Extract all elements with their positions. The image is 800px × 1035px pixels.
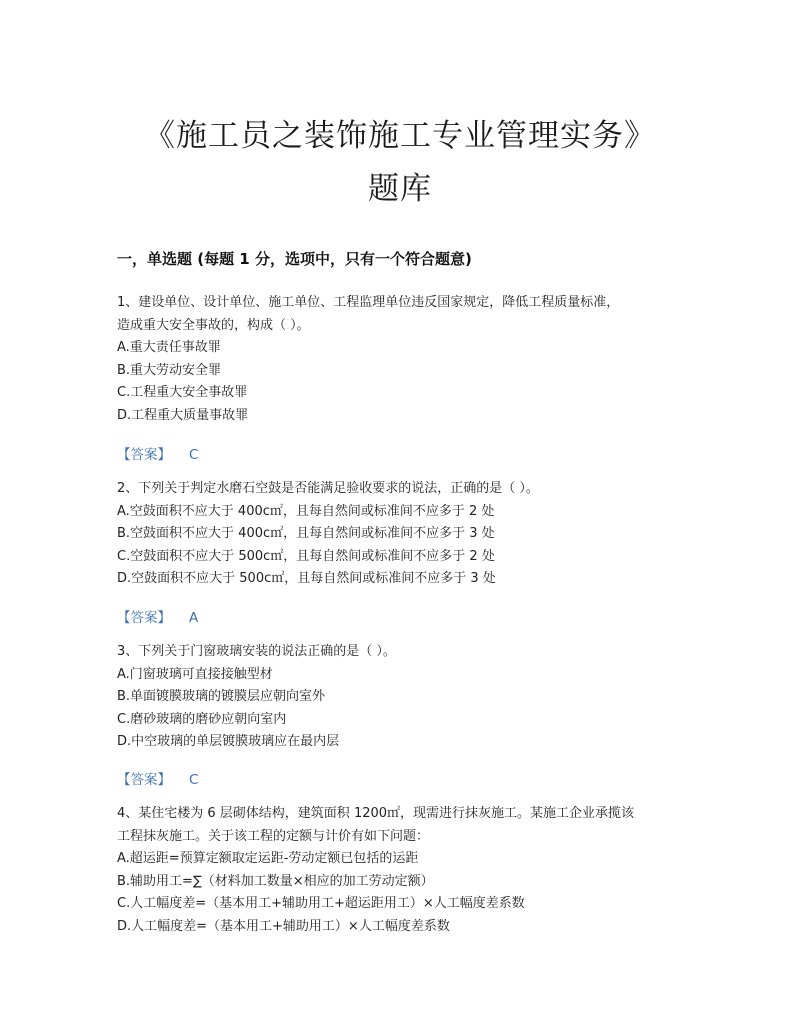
document-title-line2: 题库 [368,171,432,207]
option-c: C.人工幅度差=（基本用工+辅助用工+超运距用工）×人工幅度差系数 [117,896,525,911]
answer-2 [117,606,198,626]
document-title: 《施工员之装饰施工专业管理实务》 [144,118,656,154]
option-c: C.磨砂玻璃的磨砂应朝向室内 [117,711,287,727]
option-a: A.重大责任事故罪 [117,340,221,355]
question-4 [117,803,697,938]
question-3 [117,641,697,754]
question-stem: 3、下列关于门窗玻璃安装的说法正确的是（ ）。 [117,644,396,659]
option-b: B.空鼓面积不应大于 400c㎡，且每自然间或标准间不应多于 3 处 [117,526,495,541]
option-d: D.空鼓面积不应大于 500c㎡，且每自然间或标准间不应多于 3 处 [117,571,496,586]
question-1 [117,292,697,427]
option-d: D.中空玻璃的单层镀膜玻璃应在最内层 [117,734,340,749]
option-d: D.人工幅度差=（基本用工+辅助用工）×人工幅度差系数 [117,918,450,934]
option-b: B.单面镀膜玻璃的镀膜层应朝向室外 [117,689,326,704]
answer-label: 【答案】 [117,610,171,626]
answer-value: C [189,772,199,788]
answer-1 [117,443,198,463]
option-a: A.空鼓面积不应大于 400c㎡，且每自然间或标准间不应多于 2 处 [117,503,495,519]
option-b: B.重大劳动安全罪 [117,362,222,378]
answer-label: 【答案】 [117,772,171,788]
answer-3 [117,768,198,788]
question-stem: 造成重大安全事故的，构成（ ）。 [117,317,310,333]
option-a: A.门窗玻璃可直接接触型材 [117,666,273,682]
question-stem: 1、建设单位、设计单位、施工单位、工程监理单位违反国家规定，降低工程质量标准， [117,295,620,310]
question-stem: 2、下列关于判定水磨石空鼓是否能满足验收要求的说法，正确的是（ ）。 [117,481,539,496]
option-a: A.超运距=预算定额取定运距-劳动定额已包括的运距 [117,851,419,866]
option-b: B.辅助用工=∑（材料加工数量×相应的加工劳动定额） [117,873,434,889]
option-c: C.空鼓面积不应大于 500c㎡，且每自然间或标准间不应多于 2 处 [117,548,495,564]
section-heading: 一，单选题 (每题 1 分，选项中，只有一个符合题意) [117,250,472,268]
question-2 [117,478,697,591]
answer-label: 【答案】 [117,447,171,463]
option-c: C.工程重大安全事故罪 [117,385,248,400]
question-stem: 4、某住宅楼为 6 层砌体结构，建筑面积 1200㎡，现需进行抹灰施工。某施工企业承揽该 [117,806,635,821]
answer-value: A [189,610,199,626]
question-stem: 工程抹灰施工。关于该工程的定额与计价有如下问题： [117,828,430,844]
option-d: D.工程重大质量事故罪 [117,407,249,423]
answer-value: C [189,447,199,463]
